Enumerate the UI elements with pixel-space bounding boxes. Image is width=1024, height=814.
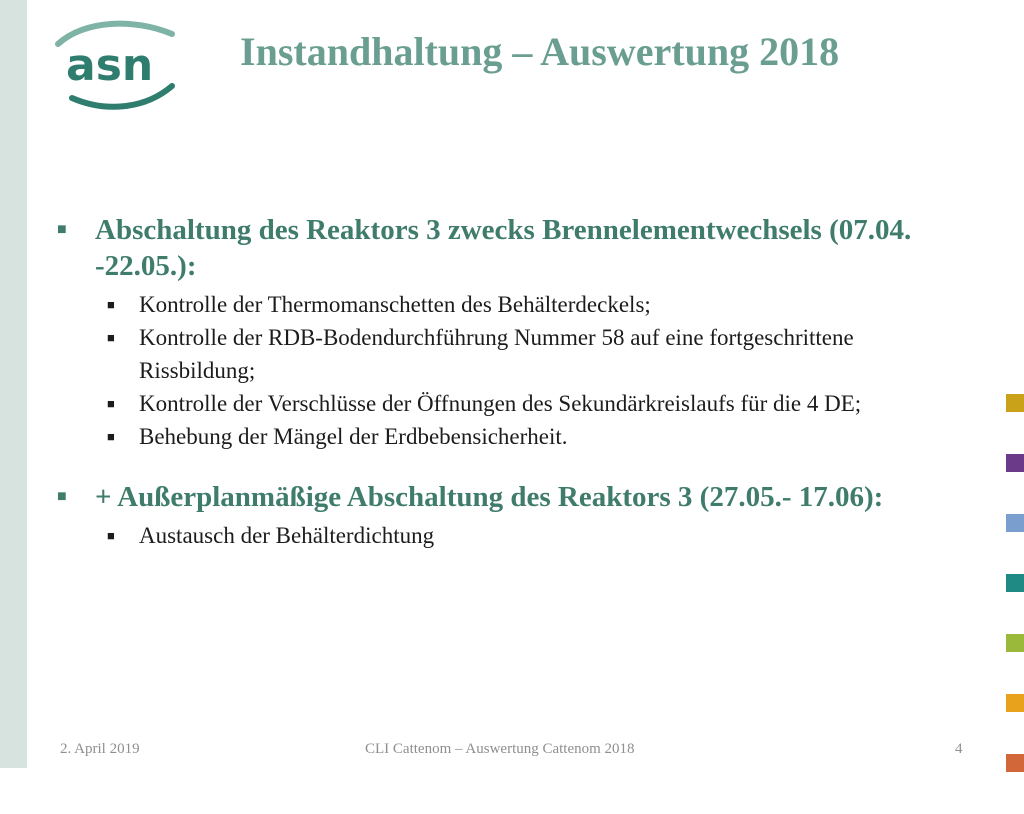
asn-logo-icon — [44, 18, 176, 110]
list-item — [55, 321, 965, 387]
section-heading-text: + Außerplanmäßige Abschaltung des Reaktors 3 (27.05.- 17.06): — [95, 481, 884, 513]
color-square — [1006, 514, 1024, 532]
square-bullet-icon: ■ — [107, 429, 115, 444]
list-item — [55, 288, 965, 321]
side-color-squares — [1006, 394, 1024, 814]
color-square — [1006, 694, 1024, 712]
slide-content — [55, 212, 965, 552]
page-number: 4 — [955, 741, 963, 757]
section-heading — [55, 212, 965, 284]
color-square — [1006, 634, 1024, 652]
list-item — [55, 519, 965, 552]
page-title: Instandhaltung – Auswertung 2018 — [240, 29, 840, 74]
square-bullet-icon: ■ — [57, 488, 67, 505]
logo-text: asn — [66, 40, 154, 91]
list-item-text: Kontrolle der Verschlüsse der Öffnungen des Sekundärkreislaufs für die 4 DE; — [139, 391, 862, 416]
list-item — [55, 387, 965, 420]
section-heading — [55, 479, 965, 515]
square-bullet-icon: ■ — [57, 221, 67, 238]
list-item-text: Behebung der Mängel der Erdbebensicherheit. — [139, 424, 568, 449]
footer-title: CLI Cattenom – Auswertung Cattenom 2018 — [365, 741, 635, 757]
color-square — [1006, 574, 1024, 592]
square-bullet-icon: ■ — [107, 528, 115, 543]
square-bullet-icon: ■ — [107, 330, 115, 345]
spacer — [55, 453, 965, 479]
footer-date: 2. April 2019 — [60, 741, 140, 757]
left-band — [0, 0, 27, 768]
square-bullet-icon: ■ — [107, 396, 115, 411]
bullet-list — [55, 519, 965, 552]
list-item-text: Kontrolle der RDB-Bodendurchführung Nummer 58 auf eine fortgeschrittene Rissbildung; — [139, 325, 854, 383]
color-square — [1006, 454, 1024, 472]
color-square — [1006, 754, 1024, 772]
list-item — [55, 420, 965, 453]
list-item-text: Kontrolle der Thermomanschetten des Behälterdeckels; — [139, 292, 651, 317]
list-item-text: Austausch der Behälterdichtung — [139, 523, 435, 548]
color-square — [1006, 394, 1024, 412]
bullet-list — [55, 288, 965, 453]
square-bullet-icon: ■ — [107, 297, 115, 312]
section-heading-text: Abschaltung des Reaktors 3 zwecks Brennelementwechsels (07.04. -22.05.): — [95, 214, 912, 282]
